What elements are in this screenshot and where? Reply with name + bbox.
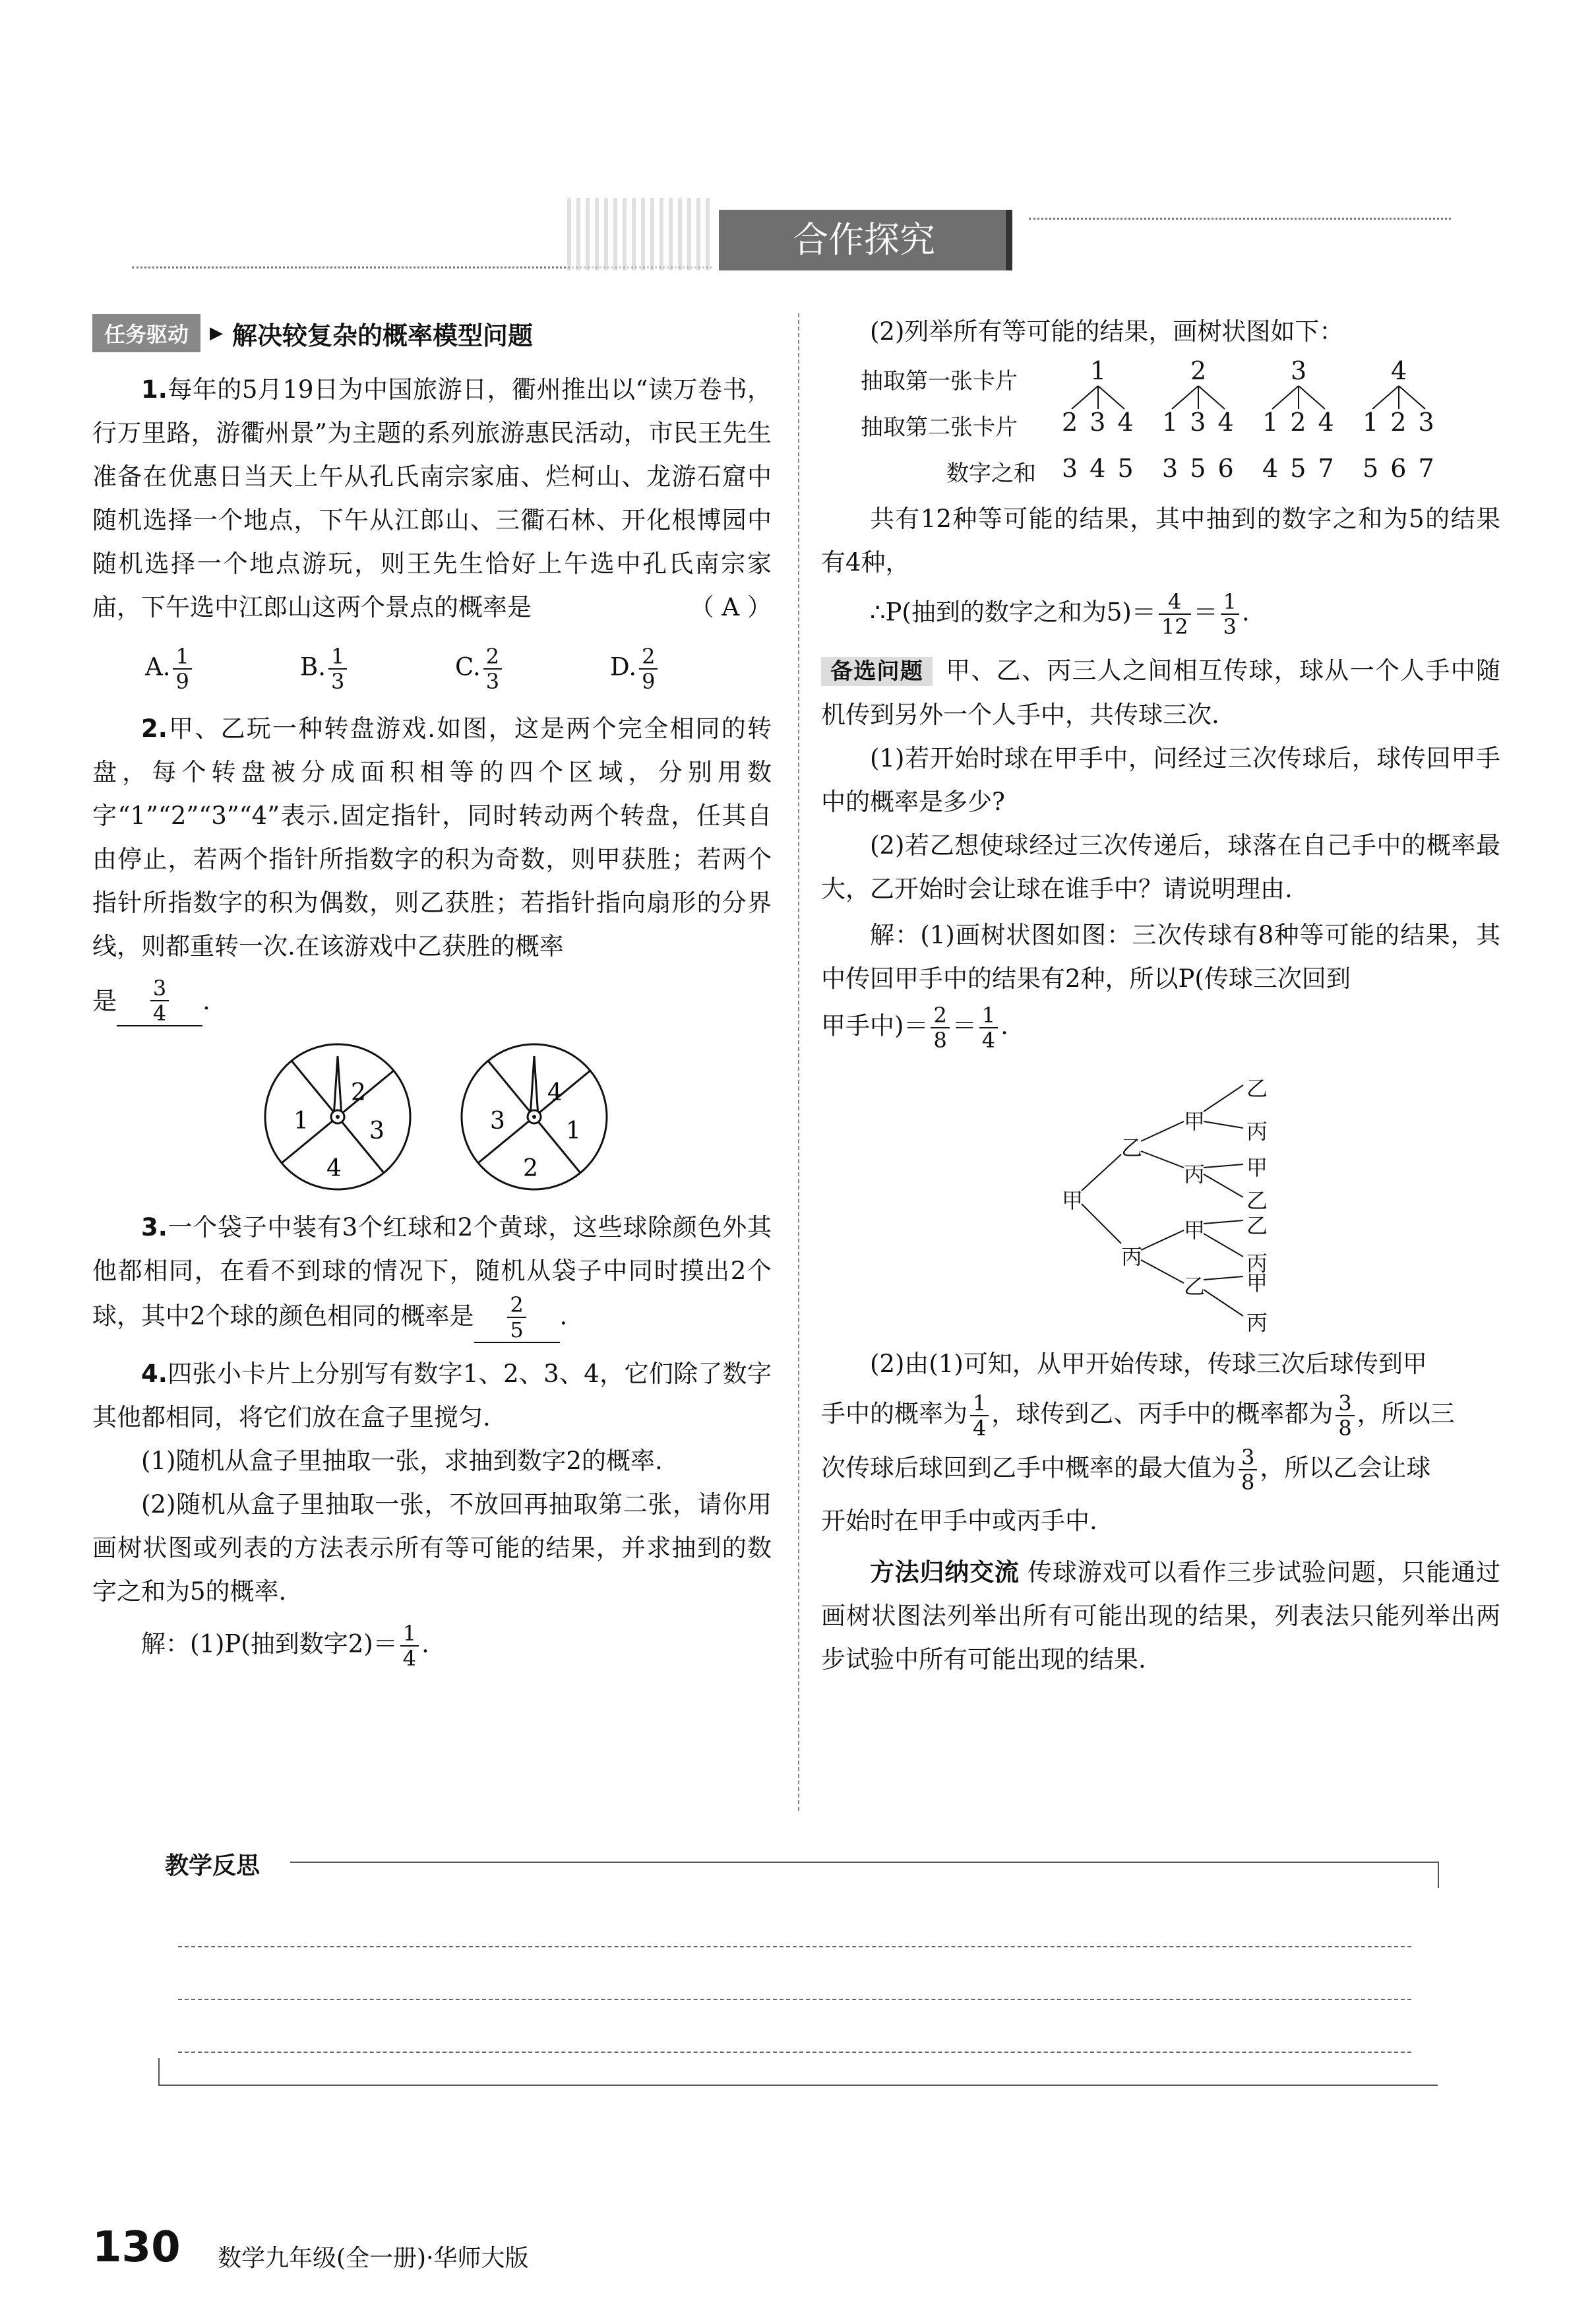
pass-l3-4: 乙: [1246, 1213, 1268, 1238]
method-summary: 方法归纳交流 传球游戏可以看作三步试验问题，只能通过画树状图法列举出所有可能出现的结果，列表法只能列举出两步试验中所有可能出现的结果.: [821, 1558, 1501, 1674]
backup-solution1-result: 甲手中)＝ $\frac{2}{8}$ ＝ $\frac{1}{4}$ .: [821, 1003, 1008, 1053]
cards-result: 共有12种等可能的结果，其中抽到的数字之和为5的结果有4种，: [821, 505, 1500, 577]
q1-answer: （ A ）: [689, 593, 772, 621]
tree-first-3: 3: [1291, 356, 1307, 385]
q3-body: 一个袋子中装有3个红球和2个黄球，这些球除颜色外其他都相同，在看不到球的情况下，随机从袋子中同时摸出2个球，其中2个球的颜色相同的概率是: [92, 1213, 772, 1331]
q4-number: 4.: [141, 1360, 168, 1388]
pass-l3-0: 乙: [1246, 1076, 1268, 1101]
header-decoration: [567, 198, 712, 270]
pass-l3-2: 甲: [1246, 1155, 1268, 1180]
page-number: 130: [92, 2223, 181, 2272]
spinner-svg: [92, 1034, 772, 1199]
pass-l3-6: 甲: [1246, 1271, 1268, 1296]
q1-options: [92, 636, 772, 702]
q3-text: 3.一个袋子中装有3个红球和2个黄球，这些球除颜色外其他都相同，在看不到球的情况下，随机从袋子中同时摸出2个球，其中2个球的颜色相同的概率是 $\frac{2}{5}$ .: [92, 1213, 772, 1342]
wheel2-sector-bottom: 2: [523, 1155, 538, 1182]
tree-sum-4: 5 6 7: [1363, 454, 1434, 483]
q1-option-a[interactable]: A. $\frac{1}{9}$: [145, 644, 300, 693]
left-column: [92, 310, 772, 1670]
pass-l2-1: 丙: [1184, 1162, 1206, 1187]
tree-sum-1: 3 4 5: [1062, 454, 1134, 483]
backup-solution1: 解：(1)画树状图如图：三次传球有8种等可能的结果，其中传回甲手中的结果有2种，所以P(传球三次回到: [821, 921, 1500, 993]
solution2-line4: 开始时在甲手中或丙手中.: [821, 1507, 1097, 1535]
backup-q1: (1)若开始时球在甲手中，问经过三次传球后，球传回甲手中的概率是多少?: [821, 744, 1500, 816]
solution2-line3: 次传球后球回到乙手中概率的最大值为 $\frac{3}{8}$ ，所以乙会让球: [821, 1445, 1431, 1495]
backup-problem: 备选问题 甲、乙、丙三人之间相互传球，球从一个人手中随机传到另外一个人手中，共传球三次.: [821, 656, 1501, 729]
q1-body: 每年的5月19日为中国旅游日，衢州推出以“读万卷书，行万里路，游衢州景”为主题的系列旅游惠民活动，市民王先生准备在优惠日当天上午从孔氏南宗家庙、烂柯山、龙游石窟中随机选择一个地点，下午从江郎山、三衢石林、开化根博园中随机选择一个地点游玩，则王先生恰好上午选中孔氏南宗家庙，下午选中江郎山这两个景点的概率是: [92, 375, 772, 621]
q2-number: 2.: [141, 714, 168, 743]
wheel1-sector-bottom: 4: [326, 1155, 342, 1182]
tree-first-4: 4: [1391, 356, 1407, 385]
pass-l3-3: 乙: [1246, 1188, 1268, 1213]
cards-conclusion: ∴P(抽到的数字之和为5)＝ $\frac{4}{12}$ ＝ $\frac{1}{3}$ .: [870, 589, 1250, 639]
q2-text: [92, 707, 772, 968]
wheel2-sector-right: 1: [566, 1117, 581, 1145]
q2-answer-line: 是 $\frac{3}{4}$ .: [92, 976, 210, 1026]
spinner-figure: [92, 1034, 772, 1199]
reflection-label: 教学反思: [165, 1852, 261, 1879]
pass-tree-lines: [821, 1059, 1500, 1342]
q3-number: 3.: [141, 1213, 168, 1241]
tree-second-3: 1 2 4: [1262, 408, 1334, 437]
reflection-line-2: [178, 1999, 1411, 2000]
pass-tree: [821, 1059, 1500, 1342]
pass-l3-5: 丙: [1246, 1251, 1268, 1276]
pass-l3-1: 丙: [1246, 1119, 1268, 1144]
section-title: 合作探究: [719, 210, 1009, 270]
q1-option-c[interactable]: C. $\frac{2}{3}$: [455, 644, 610, 693]
wheel2-sector-top: 4: [547, 1079, 563, 1106]
q1-option-d[interactable]: D. $\frac{2}{9}$: [610, 644, 765, 693]
backup-q2: (2)若乙想使球经过三次传递后，球落在自己手中的概率最大，乙开始时会让球在谁手中？请说明理由.: [821, 831, 1500, 903]
reflection-left-edge: [158, 2058, 160, 2085]
q1-option-b[interactable]: B. $\frac{1}{3}$: [300, 644, 455, 693]
wheel1-sector-top: 2: [351, 1079, 366, 1106]
task-heading: [92, 310, 772, 356]
tree-first-2: 2: [1190, 356, 1207, 385]
q4-part1: (1)随机从盒子里抽取一张，求抽到数字2的概率.: [141, 1447, 663, 1475]
reflection-line-1: [178, 1946, 1411, 1947]
tree-second-4: 1 2 3: [1363, 408, 1434, 437]
tree-label-first: 抽取第一张卡片: [861, 368, 1018, 394]
reflection-bottom-rule: [158, 2085, 1438, 2086]
pass-root: 甲: [1062, 1188, 1084, 1213]
task-badge: 任务驱动: [92, 314, 200, 352]
book-title: 数学九年级(全一册)·华师大版: [218, 2245, 529, 2272]
pass-l1-0: 乙: [1121, 1135, 1143, 1160]
q4-part2: (2)随机从盒子里抽取一张，不放回再抽取第二张，请你用画树状图或列表的方法表示所有等可能的结果，并求抽到的数字之和为5的概率.: [92, 1490, 772, 1606]
tree-second-2: 1 3 4: [1162, 408, 1234, 437]
wheel1-sector-left: 1: [293, 1108, 309, 1135]
wheel1-sector-right: 3: [369, 1117, 384, 1145]
q1-text: [92, 368, 772, 629]
q2-body: 甲、乙玩一种转盘游戏.如图，这是两个完全相同的转盘，每个转盘被分成面积相等的四个区域，分别用数字“1”“2”“3”“4”表示.固定指针，同时转动两个转盘，任其自由停止，若两个指针所指数字的积为奇数，则甲获胜；若两个指针所指数字的积为偶数，则乙获胜；若指针指向扇形的分界线，则都重转一次.在该游戏中乙获胜的概率: [92, 714, 772, 960]
pass-l2-3: 乙: [1184, 1274, 1206, 1299]
pass-l2-2: 甲: [1184, 1218, 1206, 1243]
reflection-top-rule: [290, 1862, 1438, 1863]
wheel2-sector-left: 3: [490, 1108, 505, 1135]
pass-l2-0: 甲: [1184, 1109, 1206, 1134]
pass-l3-7: 丙: [1246, 1310, 1268, 1335]
solution2-line2: 手中的概率为 $\frac{1}{4}$ ，球传到乙、丙手中的概率都为 $\frac{3}{8}$ ，所以三: [821, 1391, 1455, 1441]
right-column: [821, 310, 1500, 1681]
backup-badge: 备选问题: [821, 657, 933, 686]
card-tree: [821, 356, 1500, 488]
q4-body: 四张小卡片上分别写有数字1、2、3、4，它们除了数字其他都相同，将它们放在盒子里搅匀.: [92, 1360, 772, 1431]
tree-label-sum: 数字之和: [946, 460, 1036, 487]
tree-first-1: 1: [1090, 356, 1107, 385]
triangle-icon: ▶: [210, 323, 224, 343]
q1-number: 1.: [141, 375, 168, 404]
q4-text: [92, 1352, 772, 1439]
tree-sum-2: 3 5 6: [1162, 454, 1234, 483]
q3-answer-blank: $\frac{2}{5}$: [474, 1293, 560, 1343]
tree-label-second: 抽取第二张卡片: [861, 414, 1018, 441]
method-label: 方法归纳交流: [870, 1558, 1020, 1586]
pass-l1-1: 丙: [1121, 1244, 1143, 1269]
tree-sum-3: 4 5 7: [1262, 454, 1334, 483]
task-title: 解决较复杂的概率模型问题: [232, 321, 534, 350]
q2-answer-blank: $\frac{3}{4}$: [117, 976, 202, 1026]
q4-solution1: 解：(1)P(抽到数字2)＝ $\frac{1}{4}$ .: [141, 1621, 429, 1671]
column-divider: [798, 313, 799, 1811]
reflection-right-edge: [1438, 1862, 1439, 1888]
solution2-line1: (2)由(1)可知，从甲开始传球，传球三次后球传到甲: [870, 1350, 1427, 1378]
reflection-line-3: [178, 2052, 1411, 2053]
header-rule-right: [1029, 218, 1451, 220]
tree-second-1: 2 3 4: [1062, 408, 1134, 437]
header-bar-right: [1006, 210, 1012, 270]
cards-intro: (2)列举所有等可能的结果，画树状图如下：: [870, 317, 1344, 346]
